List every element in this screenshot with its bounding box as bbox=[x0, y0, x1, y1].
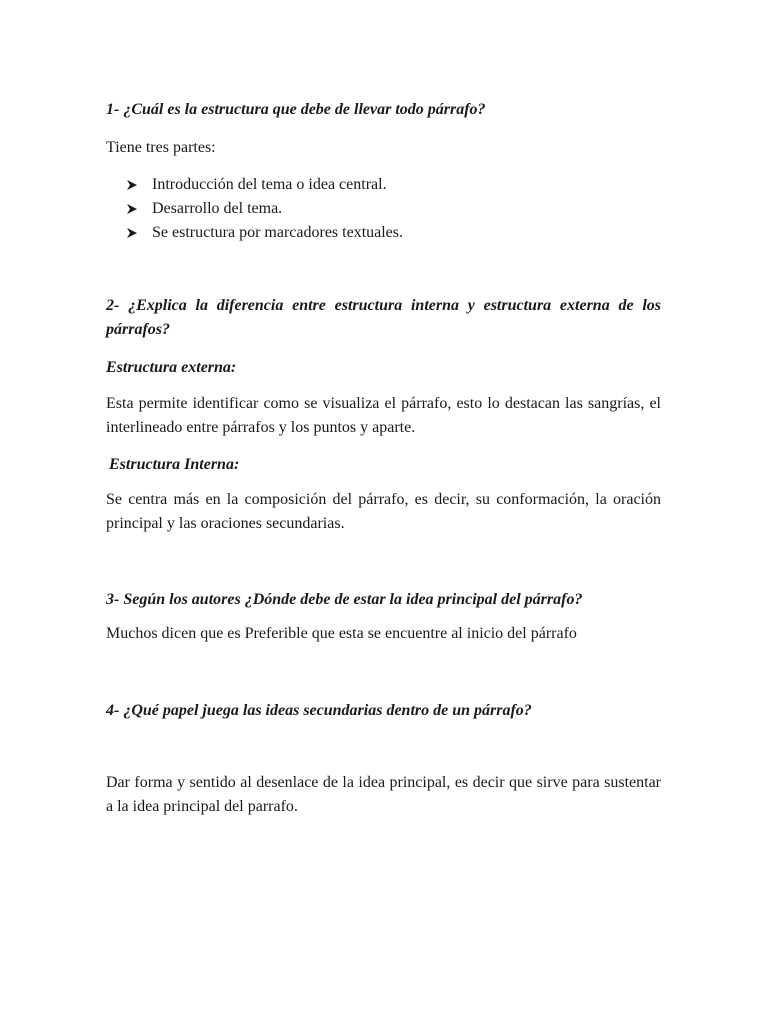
arrowhead-bullet-icon bbox=[126, 221, 152, 245]
internal-structure-text: Se centra más en la composición del párrafo, es decir, su conformación, la oración principal y las oraciones secundarias. bbox=[106, 491, 661, 532]
document-page bbox=[106, 0, 661, 1024]
external-structure-text: Esta permite identificar como se visualiza el párrafo, esto lo destacan las sangrías, el interlineado entre párrafos y los puntos y aparte. bbox=[106, 395, 661, 436]
bullet-text: Se estructura por marcadores textuales. bbox=[152, 224, 404, 241]
list-item bbox=[126, 173, 403, 197]
arrowhead-bullet-icon bbox=[126, 173, 152, 197]
question-4-answer: Dar forma y sentido al desenlace de la idea principal, es decir que sirve para sustentar a la idea principal del parrafo. bbox=[106, 774, 661, 815]
external-structure-heading: Estructura externa: bbox=[106, 359, 237, 376]
question-3-answer: Muchos dicen que es Preferible que esta se encuentre al inicio del párrafo bbox=[106, 625, 577, 642]
arrowhead-bullet-icon bbox=[126, 197, 152, 221]
question-1-bullet-list bbox=[126, 173, 403, 245]
list-item bbox=[126, 197, 403, 221]
question-4-title: 4- ¿Qué papel juega las ideas secundarias dentro de un párrafo? bbox=[106, 702, 532, 719]
list-item bbox=[126, 221, 403, 245]
bullet-text: Introducción del tema o idea central. bbox=[152, 176, 387, 193]
bullet-text: Desarrollo del tema. bbox=[152, 200, 283, 217]
question-2-title: 2- ¿Explica la diferencia entre estructura interna y estructura externa de los párrafos? bbox=[106, 297, 661, 338]
question-1-intro: Tiene tres partes: bbox=[106, 139, 216, 156]
question-3-title: 3- Según los autores ¿Dónde debe de estar la idea principal del párrafo? bbox=[106, 591, 583, 608]
question-1-title: 1- ¿Cuál es la estructura que debe de llevar todo párrafo? bbox=[106, 101, 486, 118]
internal-structure-heading: Estructura Interna: bbox=[109, 456, 240, 473]
